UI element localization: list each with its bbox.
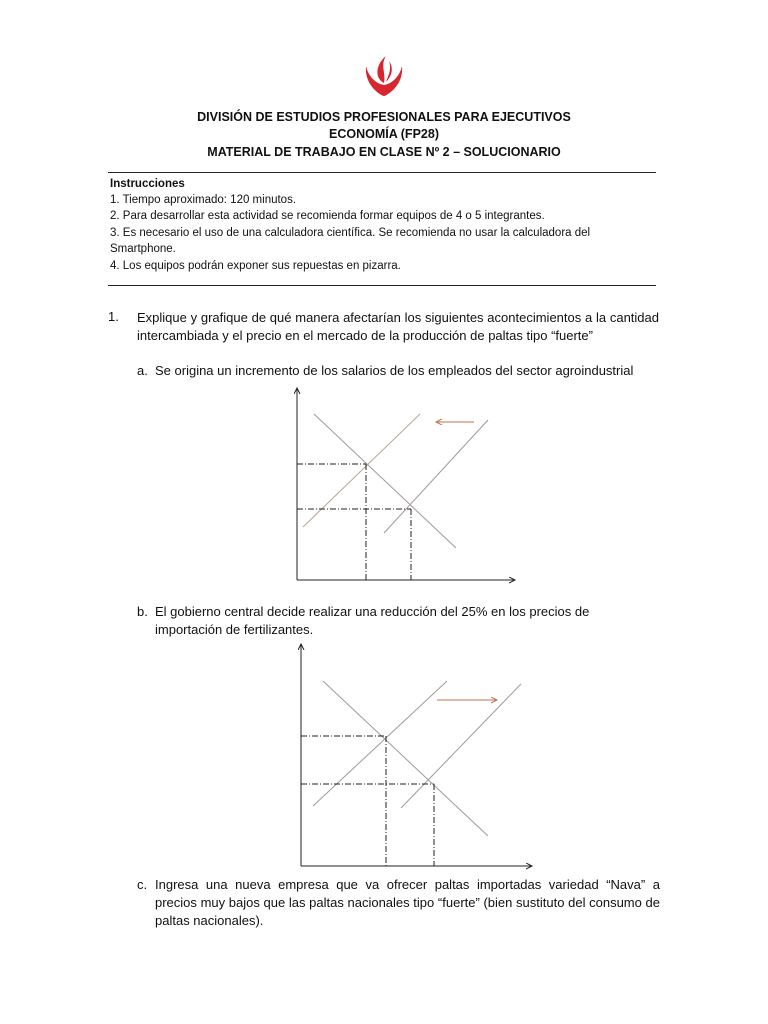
part-label: a. (137, 363, 148, 378)
question-text: Explique y grafique de qué manera afectarían los siguientes acontecimientos a la cantidad intercambiada y el precio en el mercado de la producción de paltas tipo “fuerte” (137, 310, 659, 343)
part-text: Se origina un incremento de los salarios de los empleados del sector agroindustrial (155, 363, 634, 378)
header-course: ECONOMÍA (FP28) (329, 127, 439, 141)
supply-curve-original (313, 681, 447, 806)
instruction-item: 2. Para desarrollar esta actividad se recomienda formar equipos de 4 o 5 integrantes. (110, 210, 545, 222)
part-label: b. (137, 604, 148, 619)
header-title: MATERIAL DE TRABAJO EN CLASE Nº 2 – SOLUCIONARIO (207, 145, 561, 159)
part-text: Ingresa una nueva empresa que va ofrecer paltas importadas variedad “Nava” a precios muy bajos que las paltas nacionales tipo “fuerte” (bien sustituto del consumo de paltas nacionales). (155, 877, 660, 928)
supply-curve-new (401, 684, 521, 808)
instruction-item: 1. Tiempo aproximado: 120 minutos. (110, 194, 297, 206)
instructions-title: Instrucciones (110, 178, 185, 190)
part-label: c. (137, 877, 148, 892)
part-text: El gobierno central decide realizar una reducción del 25% en los precios de importación de fertilizantes. (155, 604, 590, 637)
header-division: DIVISIÓN DE ESTUDIOS PROFESIONALES PARA EJECUTIVOS (197, 110, 571, 124)
question-number: 1. (108, 309, 119, 324)
demand-curve (323, 681, 488, 836)
instruction-item: 4. Los equipos podrán exponer sus repuestas en pizarra. (110, 260, 401, 272)
instruction-item: 3. Es necesario el uso de una calculadora científica. Se recomienda no usar la calculadora del Smartphone. (110, 227, 591, 255)
